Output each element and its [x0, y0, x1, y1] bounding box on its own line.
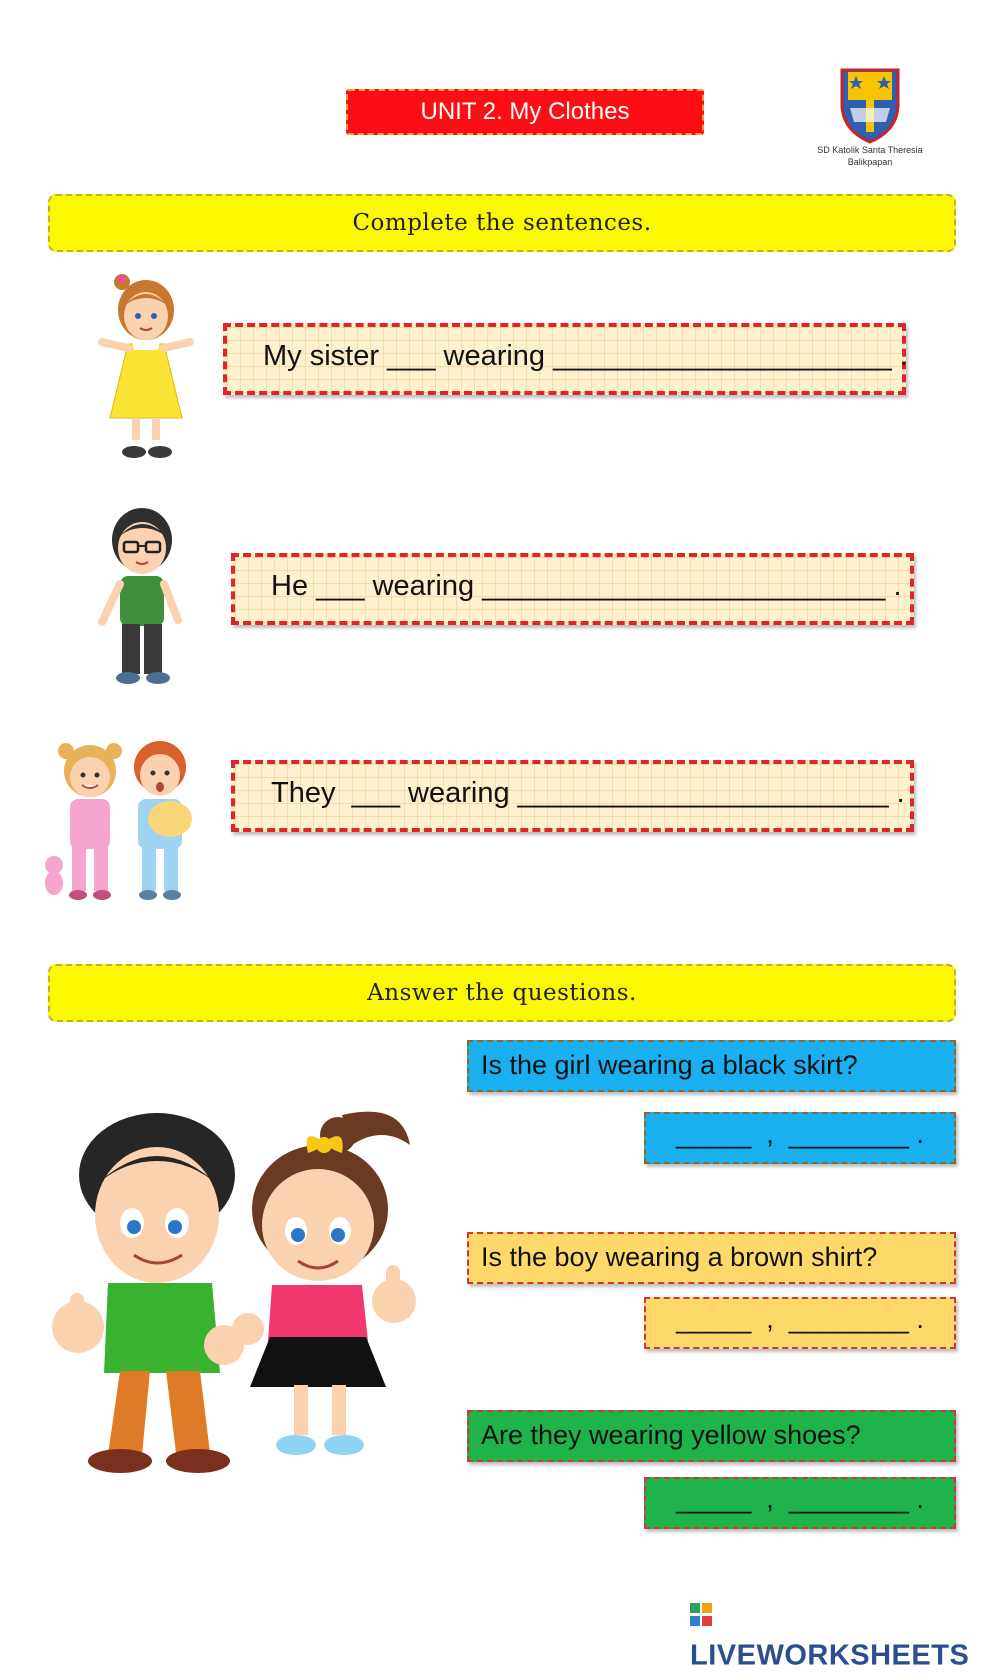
liveworksheets-logo-icon	[690, 1603, 712, 1627]
answer-box-2[interactable]: _____ , ________ .	[644, 1297, 956, 1349]
school-crest-icon	[836, 64, 904, 144]
boy-glasses-illustration	[90, 500, 190, 695]
question-3: Are they wearing yellow shoes?	[467, 1410, 956, 1462]
girl-yellow-dress-illustration	[88, 268, 204, 468]
unit-title: UNIT 2. My Clothes	[346, 89, 704, 135]
question-1: Is the girl wearing a black skirt?	[467, 1040, 956, 1092]
complete-sentences-banner: Complete the sentences.	[48, 194, 956, 252]
answer-box-3[interactable]: _____ , ________ .	[644, 1477, 956, 1529]
school-name-line1: SD Katolik Santa Theresia	[817, 145, 923, 155]
answer-box-1[interactable]: _____ , ________ .	[644, 1112, 956, 1164]
sentence-box-3[interactable]: They ___ wearing _______________________ .	[231, 760, 914, 832]
sentence-box-2[interactable]: He ___ wearing _________________________ .	[231, 553, 914, 625]
school-name	[800, 144, 940, 168]
sentence-box-1[interactable]: My sister ___ wearing _____________________ .	[223, 323, 906, 395]
answer-questions-banner: Answer the questions.	[48, 964, 956, 1022]
brand-text: LIVEWORKSHEETS	[690, 1639, 970, 1672]
boy-girl-thumbs-up-illustration	[42, 1105, 437, 1485]
kids-pajamas-illustration	[40, 733, 205, 903]
question-2: Is the boy wearing a brown shirt?	[467, 1232, 956, 1284]
school-name-line2: Balikpapan	[847, 157, 893, 167]
liveworksheets-brand	[690, 1594, 990, 1672]
